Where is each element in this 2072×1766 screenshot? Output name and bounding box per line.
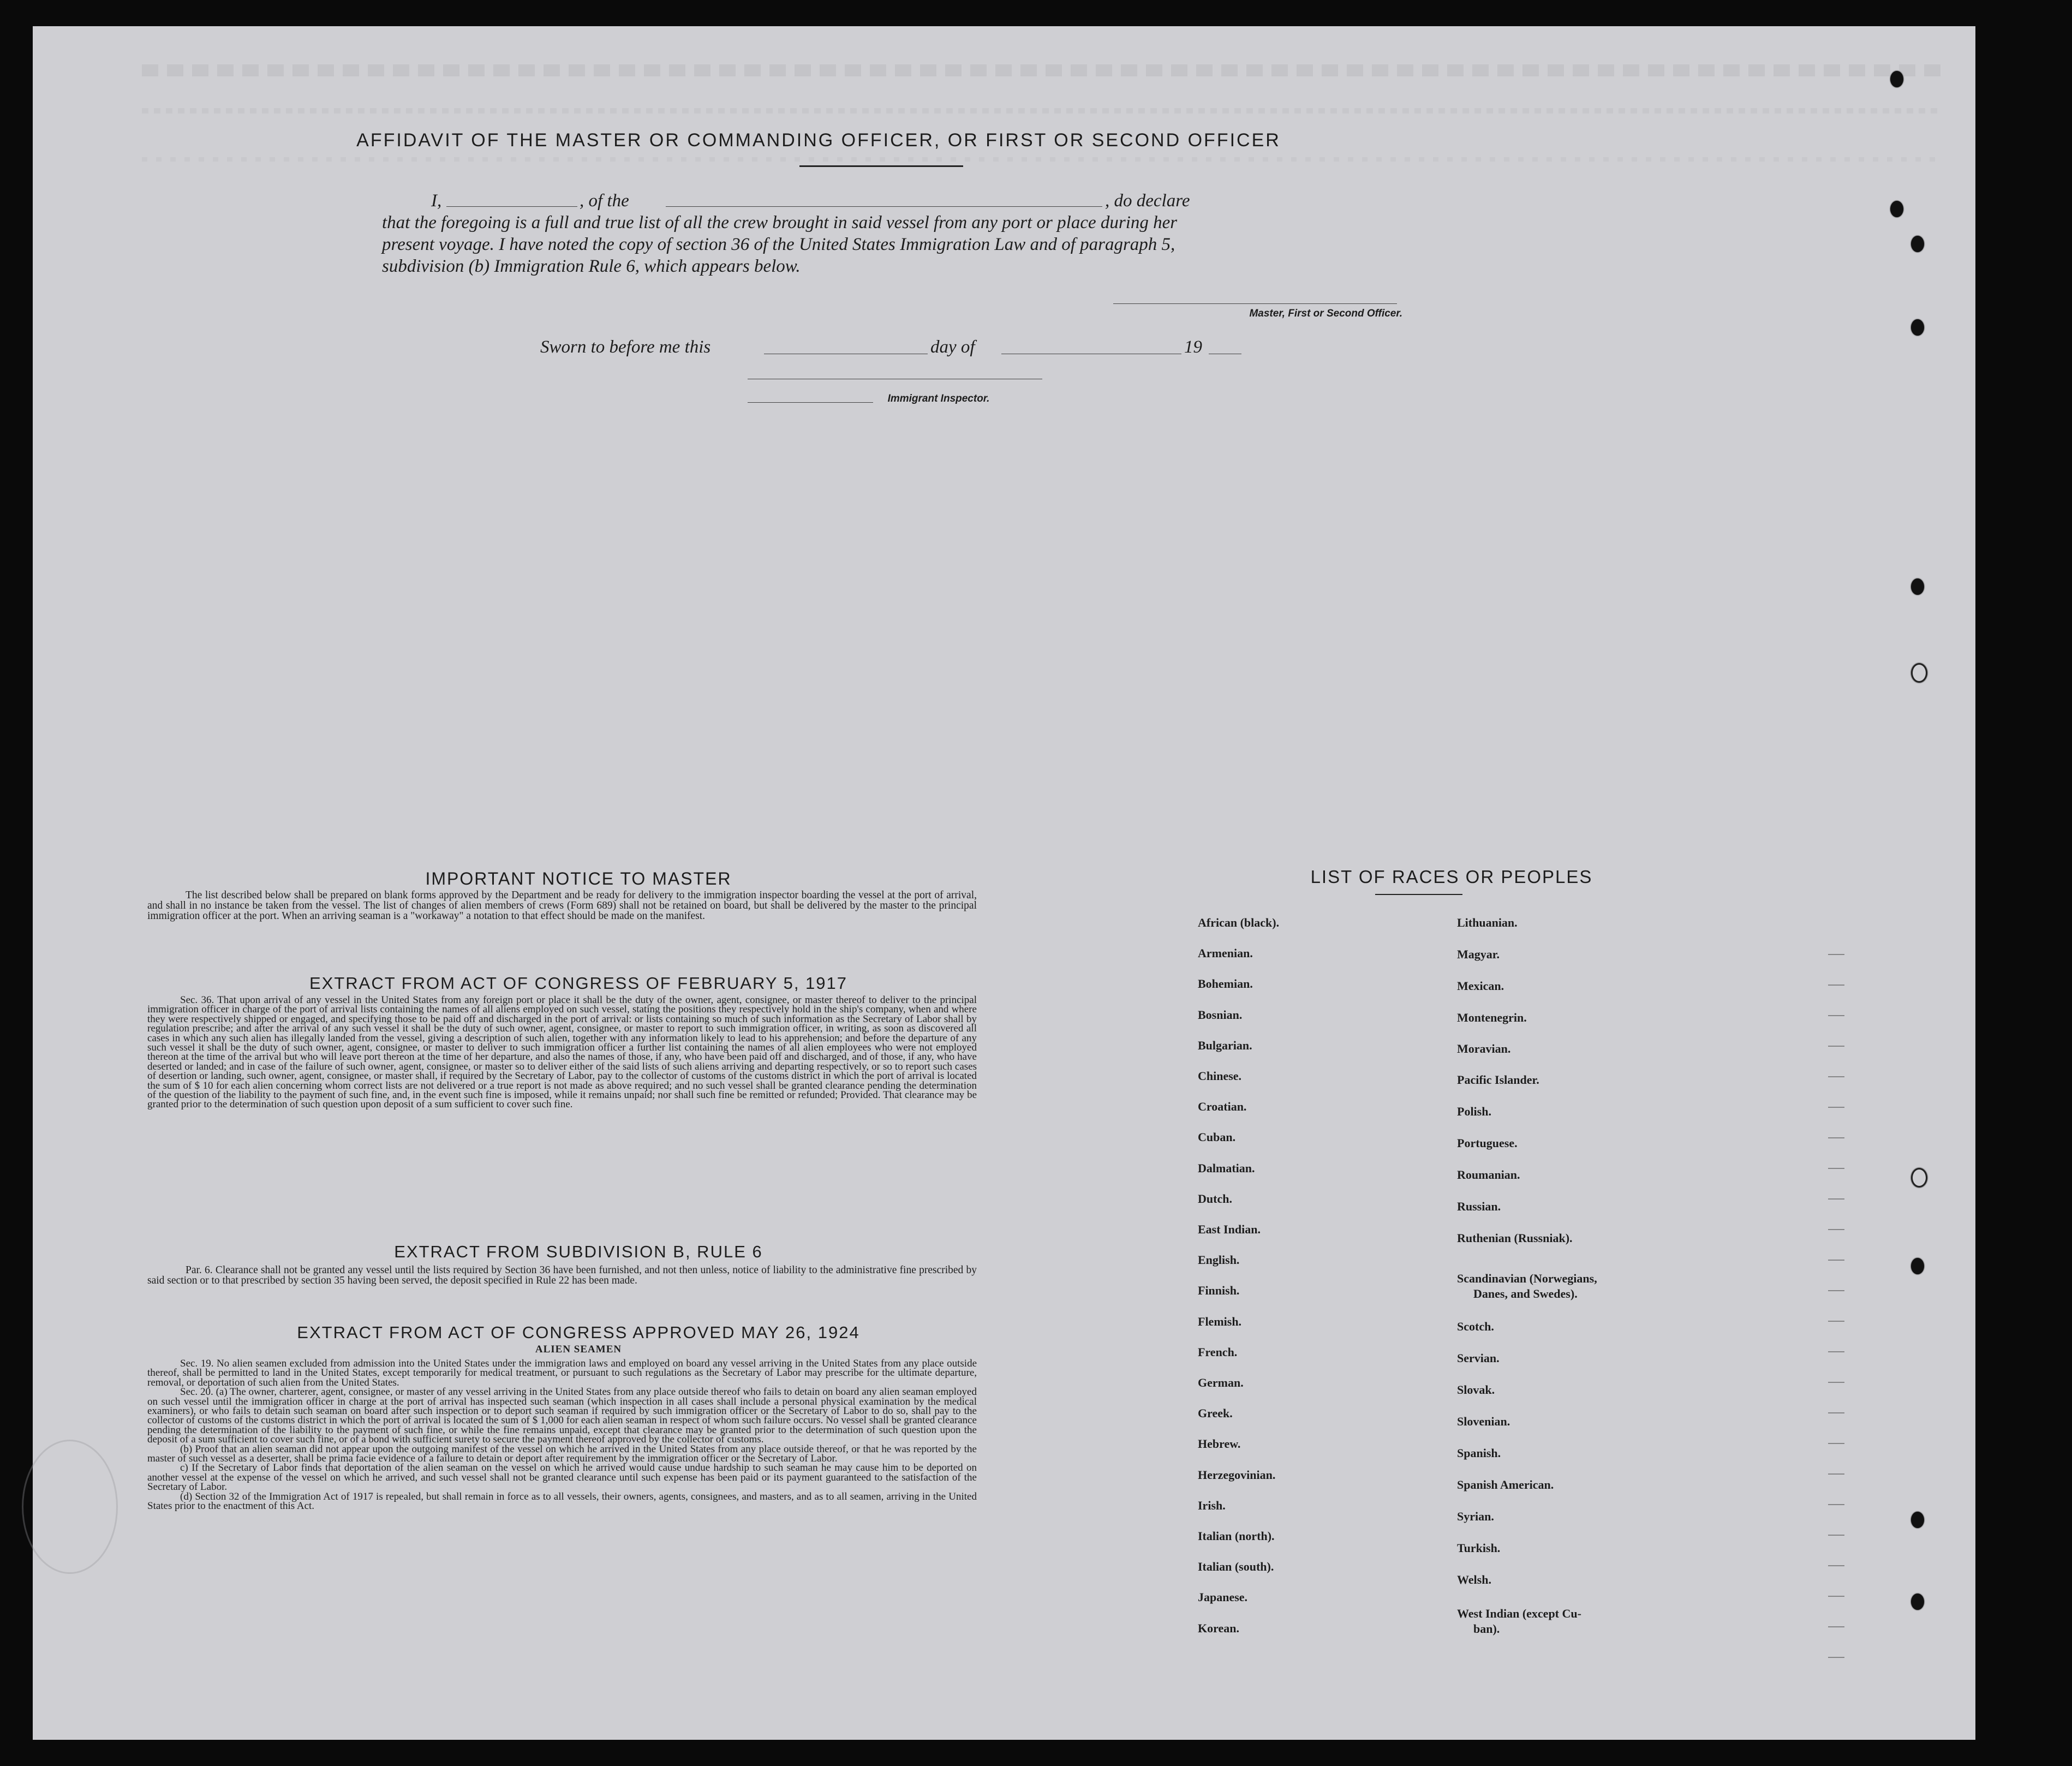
race-item: Scotch. xyxy=(1457,1320,1494,1333)
race-item: Mexican. xyxy=(1457,979,1504,993)
race-item: Servian. xyxy=(1457,1351,1500,1365)
master-signature-caption: Master, First or Second Officer. xyxy=(1249,308,1402,319)
race-item: Portuguese. xyxy=(1457,1136,1518,1150)
race-item: Danes, and Swedes). xyxy=(1473,1287,1578,1300)
declaration-line-1: that the foregoing is a full and true list of all the crew brought in said vessel from any port or place during her xyxy=(382,213,1178,232)
i-label: I, xyxy=(431,191,442,211)
race-item: German. xyxy=(1198,1376,1244,1389)
race-item: Hebrew. xyxy=(1198,1437,1241,1451)
race-item: Croatian. xyxy=(1198,1100,1247,1114)
race-item: Moravian. xyxy=(1457,1042,1511,1055)
race-item: Japanese. xyxy=(1198,1590,1248,1604)
sworn-label: Sworn to before me this xyxy=(540,337,711,357)
race-item: Italian (north). xyxy=(1198,1529,1275,1543)
race-item: Herzegovinian. xyxy=(1198,1467,1276,1482)
document-page xyxy=(33,26,1975,1740)
race-item: ban). xyxy=(1473,1622,1500,1636)
margin-ticks xyxy=(1828,954,1844,1663)
race-item: Scandinavian (Norwegians, xyxy=(1457,1272,1597,1285)
affidavit-title-rule xyxy=(799,165,963,167)
races-title: LIST OF RACES OR PEOPLES xyxy=(1310,867,1593,887)
race-item: Bosnian. xyxy=(1198,1007,1243,1022)
bleed-through xyxy=(142,48,1943,179)
inspector-caption: Immigrant Inspector. xyxy=(887,393,990,404)
extract-1924-subtitle: ALIEN SEAMEN xyxy=(535,1344,622,1355)
notice-title: IMPORTANT NOTICE TO MASTER xyxy=(425,869,732,888)
race-item: Korean. xyxy=(1198,1621,1239,1635)
race-item: Welsh. xyxy=(1457,1573,1491,1586)
race-item: Lithuanian. xyxy=(1457,916,1518,929)
race-item: Cuban. xyxy=(1198,1130,1236,1144)
race-item: Bohemian. xyxy=(1198,977,1253,991)
extract-1917-text: Sec. 36. That upon arrival of any vessel in the United States from any foreign port or place it shall be the duty of the owner, agent, consignee, or master thereof to deliver to the principal immigration officer in charge of the port of arrival lists containing the names of all aliens employed on such vessel, stating the positions they respectively hold in the ship's company, when and where they were respectively shipped or engaged, and specifying those to be paid off and discharged in the port of arrival: or lists containing so much of such information as the Secretary of Labor shall by regulation prescribe; and after the arrival of any such vessel it shall be the duty of such owner, agent, consignee, or master to report to such immigration officer, in writing, as soon as discovered all cases in which any such alien has illegally landed from the vessel, giving a description of such alien, together with any information likely to lead to his apprehension; and before the departure of any such vessel it shall be the duty of such owner, agent, consignee, or master to deliver to such immigration officer a further list containing the names of all alien employees who were not employed thereon at the time of the arrival but who will leave port thereon at the time of her departure, and also the names of those, if any, who have been paid off and discharged, and of those, if any, who have deserted or landed; and in case of the failure of such owner, agent, consignee, or master so to deliver either of the said lists of such aliens arriving and departing respectively, or so to report such cases of desertion or landing, such owner, agent, consignee, or master shall, if required by the Secretary of Labor, pay to the collector of customs of the customs district in which the port of arrival is located the sum of $ 10 for each alien concerning whom correct lists are not delivered or a true report is not made as above required; and no such vessel shall be granted clearance pending the determination of the question of the liability to the payment of such fine, and, in the event such fine is imposed, while it remains unpaid; nor shall such fine be remitted or refunded; Provided. That clearance may be granted prior to the determination of such question upon deposit of a sum sufficient to cover such fine. xyxy=(147,994,977,1111)
vessel-blank-line xyxy=(666,206,1102,207)
race-item: East Indian. xyxy=(1198,1222,1261,1236)
race-item: West Indian (except Cu- xyxy=(1457,1607,1581,1620)
of-the-label: , of the xyxy=(580,191,629,211)
race-item: Slovak. xyxy=(1457,1383,1495,1397)
extract-rule6-text: Par. 6. Clearance shall not be granted any vessel until the lists required by Section 36 have been furnished, and not then unless, notice of liability to the administrative fine prescribed by said section or to that prescribed by section 35 having been served, the deposit specified in Rule 22 has been made. xyxy=(147,1264,977,1286)
extract-1924-text xyxy=(147,1359,977,1511)
race-item: Slovenian. xyxy=(1457,1415,1510,1428)
year-label: 19 xyxy=(1184,337,1202,357)
race-item: Montenegrin. xyxy=(1457,1011,1527,1024)
race-item: Polish. xyxy=(1457,1105,1491,1118)
binder-hole xyxy=(1911,319,1924,336)
race-item: Turkish. xyxy=(1457,1541,1501,1555)
race-item: Roumanian. xyxy=(1457,1168,1520,1182)
race-item: Finnish. xyxy=(1198,1284,1240,1298)
declaration-line-3: subdivision (b) Immigration Rule 6, which appears below. xyxy=(382,256,801,276)
race-item: Bulgarian. xyxy=(1198,1038,1252,1052)
race-item: Ruthenian (Russniak). xyxy=(1457,1231,1573,1245)
races-title-rule xyxy=(1375,894,1462,895)
binder-hole xyxy=(1911,1594,1924,1610)
race-item: Syrian. xyxy=(1457,1510,1494,1523)
day-of-label: day of xyxy=(930,337,975,357)
seal-stamp xyxy=(22,1440,118,1574)
race-item: Greek. xyxy=(1198,1406,1233,1421)
binder-hole xyxy=(1911,578,1924,595)
race-item: Chinese. xyxy=(1198,1069,1242,1083)
sec20d-text: (d) Section 32 of the Immigration Act of 1917 is repealed, but shall remain in force as to all vessels, their owners, agents, consignees, and masters, and as to all seamen, arriving in the United States prior to the enactment of this Act. xyxy=(147,1490,977,1512)
race-item: Pacific Islander. xyxy=(1457,1073,1539,1087)
race-item: Irish. xyxy=(1198,1498,1226,1512)
binder-hole xyxy=(1911,236,1924,252)
sec19-text: Sec. 19. No alien seamen excluded from admission into the United States under the immigration laws and employed on board any vessel arriving in the United States from any place outside thereof, shall be permitted to land in the United States, except temporarily for medical treatment, or pursuant to such regulations as the Secretary of Labor may prescribe for the ultimate departure, removal, or deportation of such alien from the United States. xyxy=(147,1358,977,1388)
affidavit-title: AFFIDAVIT OF THE MASTER OR COMMANDING OFFICER, OR FIRST OR SECOND OFFICER xyxy=(356,130,1281,151)
sworn-line xyxy=(540,337,1304,359)
race-item: English. xyxy=(1198,1253,1240,1267)
affidavit-declaration xyxy=(382,190,1452,277)
notice-text: The list described below shall be prepared on blank forms approved by the Department and be ready for delivery to the immigration inspector boarding the vessel at the port of arrival, and shall in no instance be taken from the vessel. The list of changes of alien members of crews (Form 689) shall not be retained on board, but shall be delivered by the master to the principal immigration officer at the port. When an arriving seaman is a "workaway" a notation to that effect should be made on the manifest. xyxy=(147,890,977,922)
sec20c-text: c) If the Secretary of Labor finds that deportation of the alien seaman on the vessel on which he arrived would cause undue hardship to such seaman he may cause him to be deported on another vessel at the expense of the vessel on which he arrived, and such vessel shall not be granted clearance until such expense has been paid or its payment guaranteed to the satisfaction of the Secretary of Labor. xyxy=(147,1462,977,1493)
race-item: Magyar. xyxy=(1457,947,1500,961)
race-item: Spanish. xyxy=(1457,1446,1501,1460)
binder-hole xyxy=(1911,1258,1924,1274)
binder-hole xyxy=(1911,1168,1927,1188)
race-item: Italian (south). xyxy=(1198,1560,1274,1574)
binder-hole xyxy=(1911,1512,1924,1528)
race-item: Armenian. xyxy=(1198,946,1253,960)
extract-1917-title: EXTRACT FROM ACT OF CONGRESS OF FEBRUARY 5, 1917 xyxy=(309,974,848,993)
extract-1924-title: EXTRACT FROM ACT OF CONGRESS APPROVED MAY 26, 1924 xyxy=(297,1323,860,1342)
binder-hole xyxy=(1911,663,1927,683)
race-item: French. xyxy=(1198,1345,1238,1359)
do-declare-label: , do declare xyxy=(1105,191,1190,211)
race-item: Dutch. xyxy=(1198,1191,1232,1206)
declaration-line-2: present voyage. I have noted the copy of section 36 of the United States Immigration Law and of paragraph 5, xyxy=(382,235,1175,254)
sec20a-text: Sec. 20. (a) The owner, charterer, agent, consignee, or master of any vessel arriving in the United States from any place outside thereof who fails to detain on board any alien seaman employed on such vessel until the immigration officer in charge at the port of arrival has inspected such seaman (which inspection in all cases shall include a personal physical examination by the medical examiners), or who fails to detain such seaman on board after such inspection or to deport such seaman if required by such immigration officer or the Secretary of Labor to do so, shall pay to the collector of customs of the customs district in which the port of arrival is located the sum of $ 1,000 for each alien seaman in respect of whom such failure occurs. No vessel shall be granted clearance pending the determination of the liability to the payment of such fine, or while the fine remains unpaid, except that clearance may be granted prior to the determination of such question upon the deposit of a sum sufficient to cover such fine, or of a bond with sufficient surety to secure the payment thereof approved by the collector of customs. xyxy=(147,1386,977,1446)
race-item: African (black). xyxy=(1198,916,1280,929)
binder-hole xyxy=(1890,71,1903,87)
master-signature-line xyxy=(1113,303,1397,304)
race-item: Russian. xyxy=(1457,1200,1501,1213)
binder-hole xyxy=(1890,201,1903,217)
race-item: Dalmatian. xyxy=(1198,1161,1255,1175)
race-item: Spanish American. xyxy=(1457,1478,1554,1491)
extract-rule6-title: EXTRACT FROM SUBDIVISION B, RULE 6 xyxy=(394,1242,763,1261)
sec20b-text: (b) Proof that an alien seaman did not appear upon the outgoing manifest of the vessel on which he arrived in the United States from any place outside thereof, or that he was reported by the master of such vessel as a deserter, shall be prima facie evidence of a failure to detain or deport after requirement by the immigration officer or the Secretary of Labor. xyxy=(147,1443,977,1465)
name-blank-line xyxy=(446,206,577,207)
race-item: Flemish. xyxy=(1198,1314,1242,1328)
